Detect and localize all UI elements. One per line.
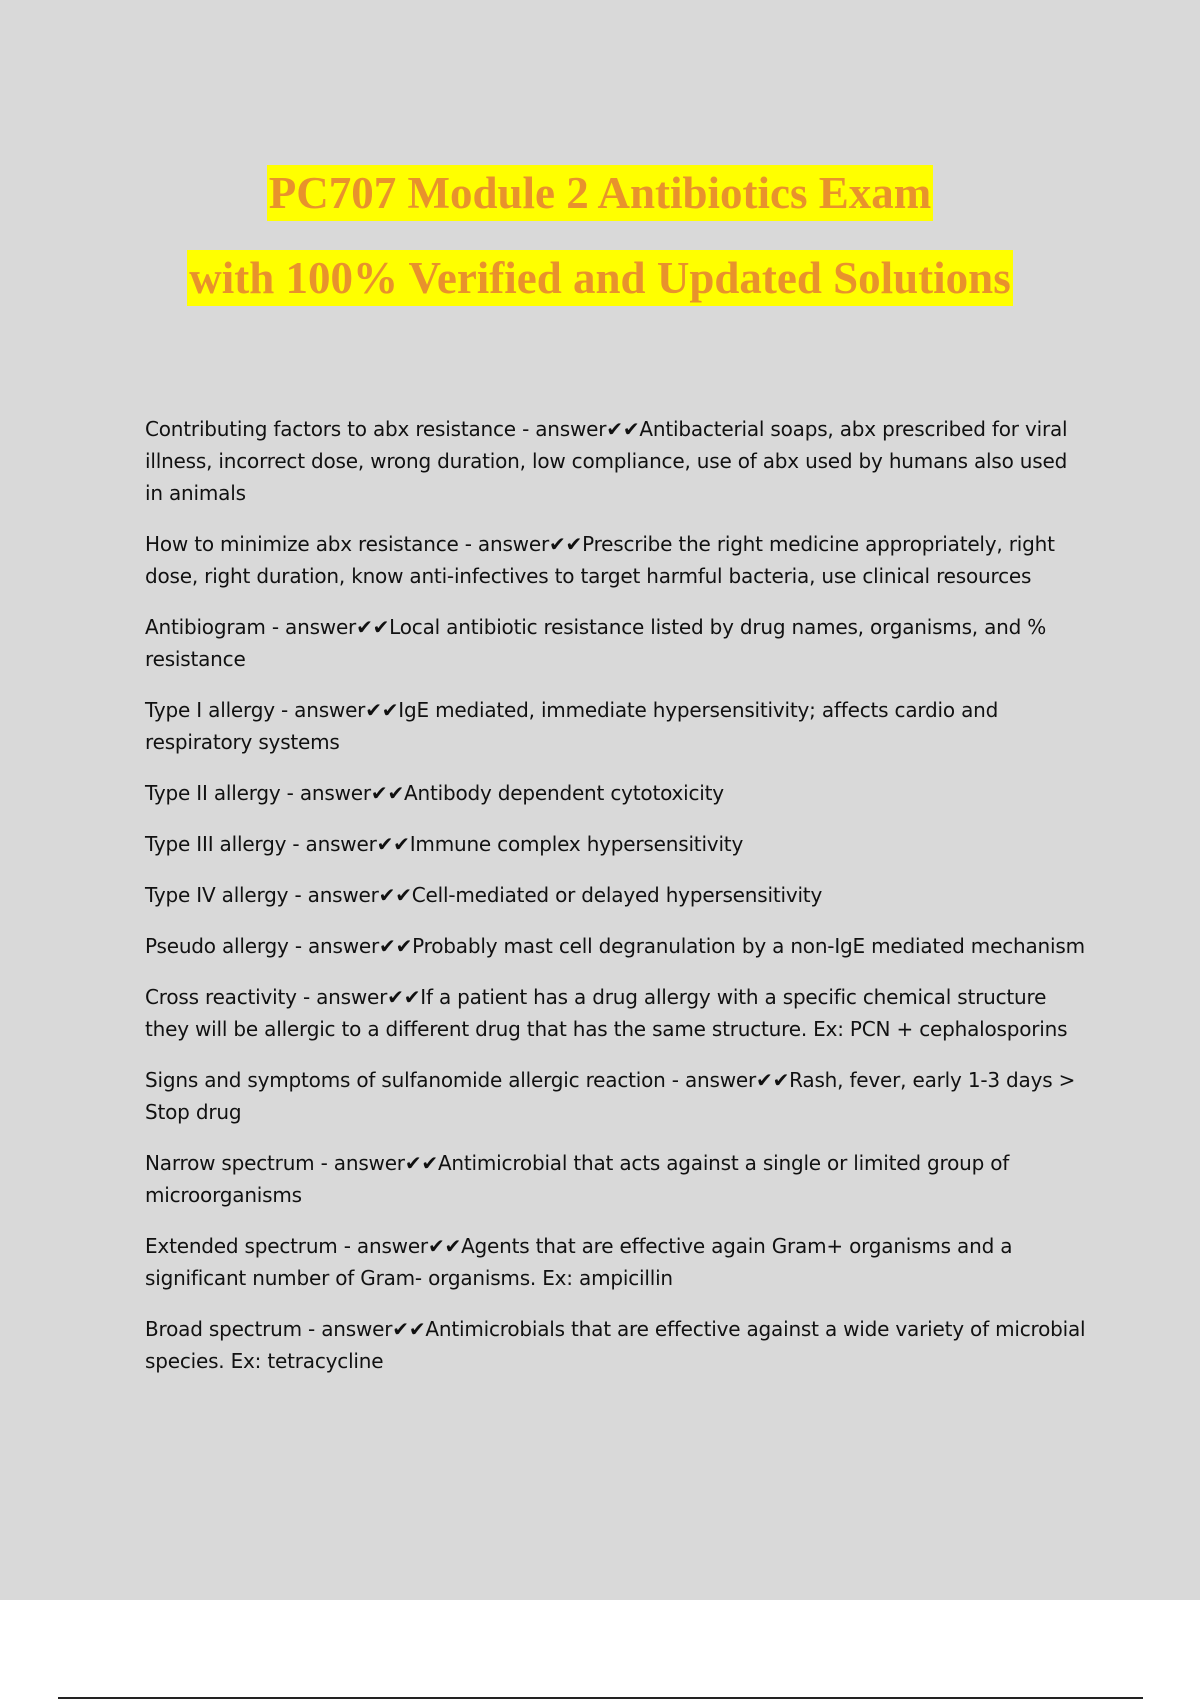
qa-item: Type I allergy - answer✔✔IgE mediated, immediate hypersensitivity; affects cardio and respiratory systems bbox=[145, 698, 999, 754]
qa-item: Extended spectrum - answer✔✔Agents that are effective again Gram+ organisms and a significant number of Gram- organisms. Ex: ampicillin bbox=[145, 1234, 1013, 1290]
qa-item: Type IV allergy - answer✔✔Cell-mediated or delayed hypersensitivity bbox=[145, 883, 823, 907]
qa-item: Narrow spectrum - answer✔✔Antimicrobial that acts against a single or limited group of microorganisms bbox=[145, 1151, 1010, 1207]
qa-item: Antibiogram - answer✔✔Local antibiotic resistance listed by drug names, organisms, and % resistance bbox=[145, 615, 1047, 671]
qa-list bbox=[145, 413, 1090, 1396]
qa-item: Pseudo allergy - answer✔✔Probably mast cell degranulation by a non-IgE mediated mechanism bbox=[145, 934, 1085, 958]
qa-item: Type II allergy - answer✔✔Antibody dependent cytotoxicity bbox=[145, 781, 724, 805]
qa-item: How to minimize abx resistance - answer✔✔Prescribe the right medicine appropriately, right dose, right duration, know anti-infectives to target harmful bacteria, use clinical resources bbox=[145, 532, 1055, 588]
qa-item: Cross reactivity - answer✔✔If a patient has a drug allergy with a specific chemical structure they will be allergic to a different drug that has the same structure. Ex: PCN + cephalosporins bbox=[145, 985, 1068, 1041]
qa-item: Type III allergy - answer✔✔Immune complex hypersensitivity bbox=[145, 832, 744, 856]
qa-item: Broad spectrum - answer✔✔Antimicrobials that are effective against a wide variety of microbial species. Ex: tetracycline bbox=[145, 1317, 1086, 1373]
qa-item: Signs and symptoms of sulfanomide allergic reaction - answer✔✔Rash, fever, early 1-3 days > Stop drug bbox=[145, 1068, 1076, 1124]
title-line-1: PC707 Module 2 Antibiotics Exam bbox=[267, 165, 934, 221]
qa-item: Contributing factors to abx resistance - answer✔✔Antibacterial soaps, abx prescribed for viral illness, incorrect dose, wrong duration, low compliance, use of abx used by humans also used in animals bbox=[145, 417, 1068, 505]
title-line-2: with 100% Verified and Updated Solutions bbox=[187, 250, 1012, 306]
bottom-divider bbox=[58, 1697, 1143, 1699]
document-title bbox=[0, 165, 1200, 306]
